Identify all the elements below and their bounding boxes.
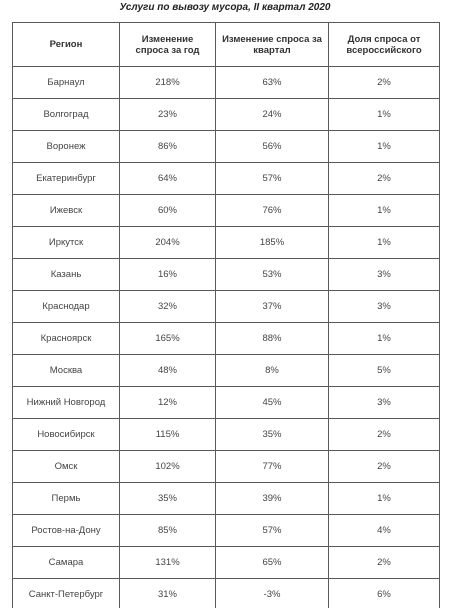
- cell-quarter-change: 77%: [216, 451, 329, 483]
- table-row: [13, 195, 440, 227]
- cell-share: 2%: [329, 547, 440, 579]
- cell-quarter-change: 63%: [216, 67, 329, 99]
- cell-year-change: 16%: [120, 259, 216, 291]
- cell-share: 1%: [329, 323, 440, 355]
- cell-year-change: 23%: [120, 99, 216, 131]
- cell-region: Новосибирск: [13, 419, 120, 451]
- cell-share: 2%: [329, 419, 440, 451]
- cell-year-change: 32%: [120, 291, 216, 323]
- cell-year-change: 131%: [120, 547, 216, 579]
- cell-share: 3%: [329, 387, 440, 419]
- table-row: [13, 451, 440, 483]
- cell-region: Красноярск: [13, 323, 120, 355]
- cell-year-change: 204%: [120, 227, 216, 259]
- cell-region: Казань: [13, 259, 120, 291]
- cell-share: 1%: [329, 99, 440, 131]
- header-quarter-change: Изменение спроса за квартал: [216, 23, 329, 67]
- cell-region: Ростов-на-Дону: [13, 515, 120, 547]
- cell-share: 1%: [329, 227, 440, 259]
- cell-quarter-change: 35%: [216, 419, 329, 451]
- header-year-change: Изменение спроса за год: [120, 23, 216, 67]
- cell-share: 1%: [329, 483, 440, 515]
- cell-year-change: 218%: [120, 67, 216, 99]
- table-row: [13, 355, 440, 387]
- cell-quarter-change: 45%: [216, 387, 329, 419]
- cell-year-change: 85%: [120, 515, 216, 547]
- header-row: [13, 23, 440, 67]
- cell-quarter-change: 88%: [216, 323, 329, 355]
- table-row: [13, 99, 440, 131]
- cell-year-change: 48%: [120, 355, 216, 387]
- cell-share: 2%: [329, 451, 440, 483]
- table-row: [13, 227, 440, 259]
- table-row: [13, 547, 440, 579]
- cell-year-change: 102%: [120, 451, 216, 483]
- cell-share: 4%: [329, 515, 440, 547]
- header-share: Доля спроса от всероссийского: [329, 23, 440, 67]
- cell-share: 1%: [329, 195, 440, 227]
- cell-share: 5%: [329, 355, 440, 387]
- table-row: [13, 131, 440, 163]
- cell-region: Пермь: [13, 483, 120, 515]
- cell-region: Санкт-Петербург: [13, 579, 120, 608]
- table-row: [13, 419, 440, 451]
- cell-quarter-change: 57%: [216, 515, 329, 547]
- cell-region: Воронеж: [13, 131, 120, 163]
- cell-share: 3%: [329, 259, 440, 291]
- cell-region: Барнаул: [13, 67, 120, 99]
- table-header: [13, 23, 440, 67]
- cell-region: Иркутск: [13, 227, 120, 259]
- cell-share: 3%: [329, 291, 440, 323]
- cell-region: Нижний Новгород: [13, 387, 120, 419]
- table-row: [13, 67, 440, 99]
- demand-table: [12, 22, 440, 608]
- cell-quarter-change: 24%: [216, 99, 329, 131]
- cell-region: Москва: [13, 355, 120, 387]
- cell-quarter-change: 76%: [216, 195, 329, 227]
- cell-region: Волгоград: [13, 99, 120, 131]
- cell-quarter-change: 185%: [216, 227, 329, 259]
- table-row: [13, 259, 440, 291]
- cell-quarter-change: 57%: [216, 163, 329, 195]
- cell-year-change: 165%: [120, 323, 216, 355]
- cell-region: Омск: [13, 451, 120, 483]
- cell-region: Краснодар: [13, 291, 120, 323]
- header-region: Регион: [13, 23, 120, 67]
- table-body: [13, 67, 440, 608]
- table-row: [13, 291, 440, 323]
- cell-share: 2%: [329, 67, 440, 99]
- cell-quarter-change: 53%: [216, 259, 329, 291]
- table-row: [13, 323, 440, 355]
- table-row: [13, 163, 440, 195]
- table-row: [13, 579, 440, 608]
- cell-quarter-change: -3%: [216, 579, 329, 608]
- cell-quarter-change: 56%: [216, 131, 329, 163]
- cell-year-change: 35%: [120, 483, 216, 515]
- cell-year-change: 86%: [120, 131, 216, 163]
- cell-quarter-change: 8%: [216, 355, 329, 387]
- cell-share: 2%: [329, 163, 440, 195]
- cell-region: Ижевск: [13, 195, 120, 227]
- cell-region: Екатеринбург: [13, 163, 120, 195]
- cell-year-change: 31%: [120, 579, 216, 608]
- cell-quarter-change: 37%: [216, 291, 329, 323]
- table-row: [13, 387, 440, 419]
- cell-year-change: 115%: [120, 419, 216, 451]
- cell-year-change: 12%: [120, 387, 216, 419]
- cell-quarter-change: 39%: [216, 483, 329, 515]
- cell-year-change: 64%: [120, 163, 216, 195]
- cell-share: 6%: [329, 579, 440, 608]
- table-title: Услуги по вывозу мусора, II квартал 2020: [119, 2, 331, 13]
- cell-year-change: 60%: [120, 195, 216, 227]
- table-row: [13, 515, 440, 547]
- table-row: [13, 483, 440, 515]
- cell-region: Самара: [13, 547, 120, 579]
- cell-share: 1%: [329, 131, 440, 163]
- cell-quarter-change: 65%: [216, 547, 329, 579]
